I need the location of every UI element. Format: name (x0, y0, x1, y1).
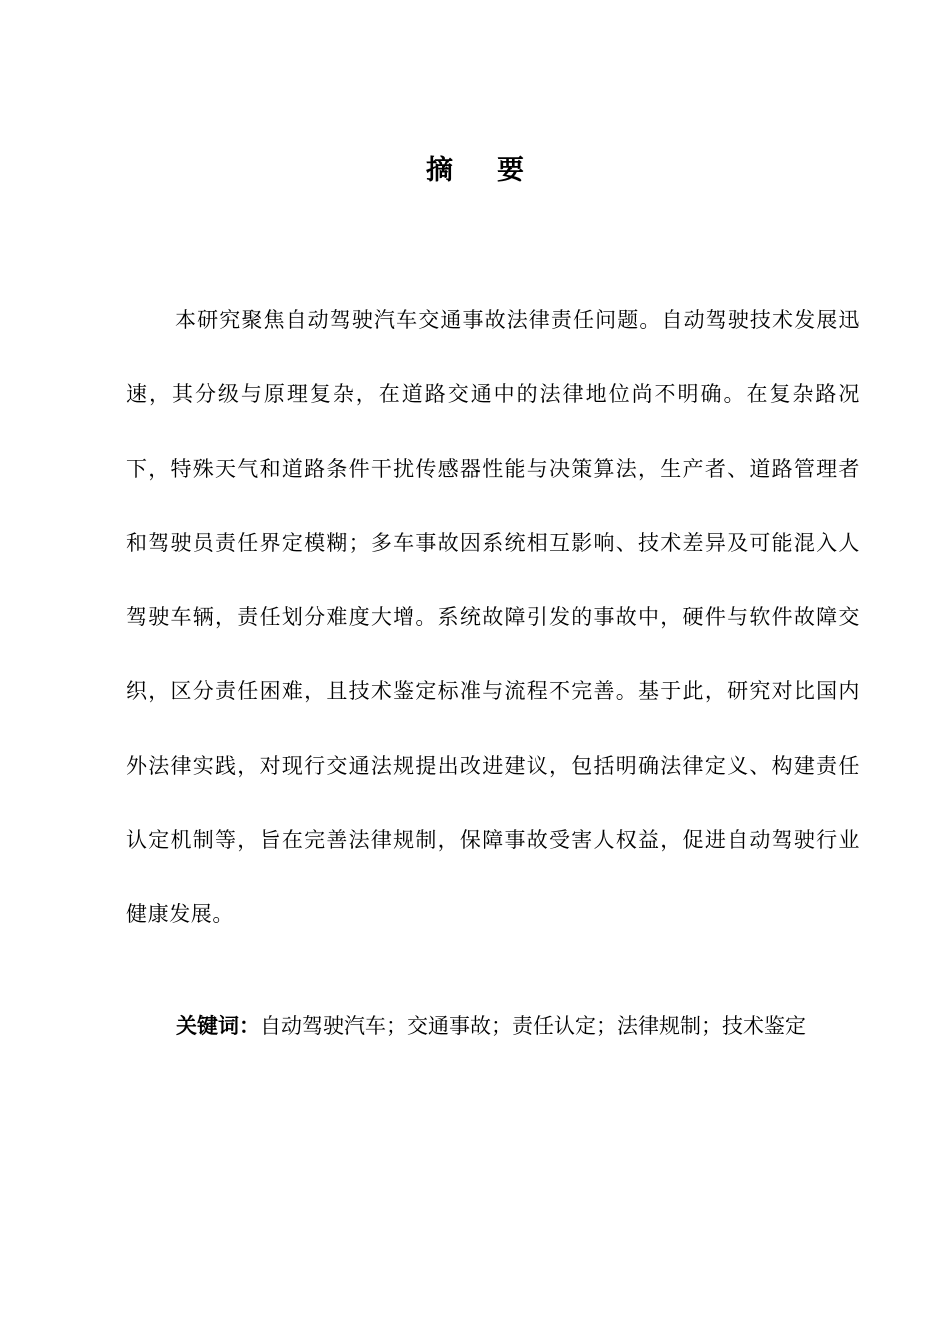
keywords-text: 自动驾驶汽车；交通事故；责任认定；法律规制；技术鉴定 (260, 1014, 806, 1038)
keywords-line (176, 1010, 876, 1042)
abstract-paragraph: 本研究聚焦自动驾驶汽车交通事故法律责任问题。自动驾驶技术发展迅速，其分级与原理复杂，在道路交通中的法律地位尚不明确。在复杂路况下，特殊天气和道路条件干扰传感器性能与决策算法，生产者、道路管理者和驾驶员责任界定模糊；多车事故因系统相互影响、技术差异及可能混入人驾驶车辆，责任划分难度大增。系统故障引发的事故中，硬件与软件故障交织，区分责任困难，且技术鉴定标准与流程不完善。基于此，研究对比国内外法律实践，对现行交通法规提出改进建议，包括明确法律定义、构建责任认定机制等，旨在完善法律规制，保障事故受害人权益，促进自动驾驶行业健康发展。 (126, 308, 860, 927)
keywords-label: 关键词： (176, 1014, 260, 1038)
page-title: 摘要 (426, 155, 568, 186)
